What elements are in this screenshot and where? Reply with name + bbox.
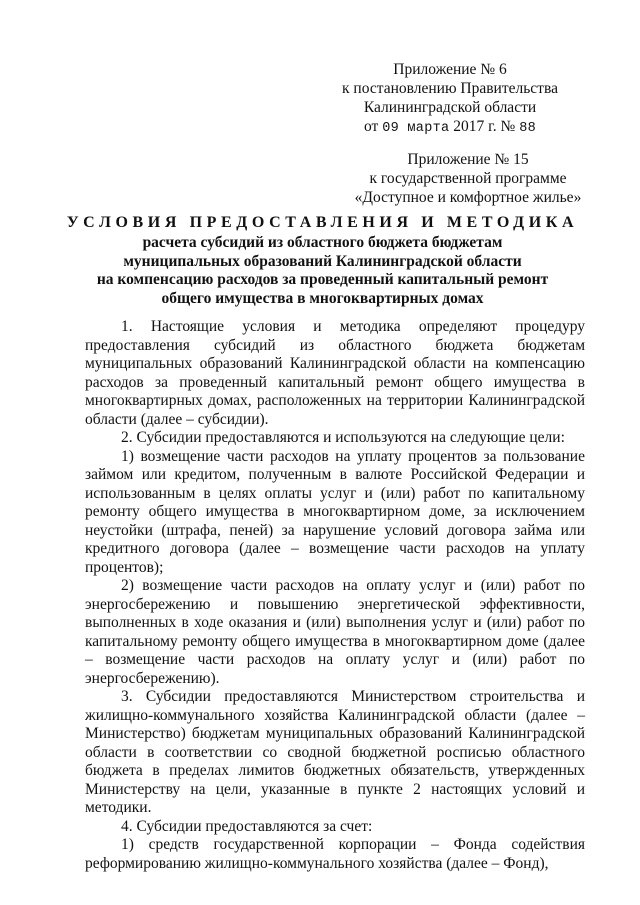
appendix-6-title: Приложение № 6	[393, 61, 507, 78]
appendix-6-header	[340, 60, 560, 138]
year-part: 2017 г. №	[453, 118, 516, 135]
title-subline-3: на компенсацию расходов за проведенный капитальный ремонт	[96, 271, 549, 288]
paragraph-2: 2. Субсидии предоставляются и используются на следующие цели:	[121, 429, 565, 446]
document-body	[85, 318, 585, 873]
date-prefix: от	[363, 118, 379, 135]
appendix-6-region: Калининградской области	[363, 99, 537, 116]
appendix-6-reference: к постановлению Правительства	[342, 80, 558, 97]
decree-number: 88	[519, 121, 536, 136]
document-title	[60, 212, 585, 308]
paragraph-4: 4. Субсидии предоставляются за счет:	[121, 817, 373, 835]
appendix-15-header	[348, 150, 588, 207]
appendix-15-reference: к государственной программе	[369, 170, 567, 187]
paragraph-3: 3. Субсидии предоставляются Министерством строительства и жилищно-коммунального хозяйства Калининградской области (далее – Министерство) бюджетам муниципальных образований Калининградской области в соответствии со сводной бюджетной росписью областного бюджета в пределах лимитов бюджетных обязательств, утвержденных Министерству на цели, указанные в пункте 2 настоящих условий и методики.	[85, 688, 585, 816]
title-subline-1: расчета субсидий из областного бюджета бюджетам	[142, 234, 503, 251]
paragraph-1: 1. Настоящие условия и методика определяют процедуру предоставления субсидий из областного бюджета бюджетам муниципальных образований Калининградской области на компенсацию расходов за проведенный капитальный ремонт общего имущества в многоквартирных домах, расположенных на территории Калининградской области (далее – субсидии).	[85, 318, 585, 428]
paragraph-2-item-1: 1) возмещение части расходов на уплату процентов за пользование займом или кредитом, полученным в валюте Российской Федерации и использованным в целях оплаты услуг и (или) работ по капитальному ремонту общего имущества в многоквартирном доме, за исключением неустойки (штрафа, пеней) за нарушение условий договора займа или кредитного договора (далее – возмещение части расходов на уплату процентов);	[85, 447, 585, 576]
title-main: УСЛОВИЯ ПРЕДОСТАВЛЕНИЯ И МЕТОДИКА	[66, 214, 579, 231]
title-subline-2: муниципальных образований Калининградской области	[123, 252, 522, 270]
appendix-15-program: «Доступное и комфортное жилье»	[354, 189, 582, 206]
paragraph-2-item-2: 2) возмещение части расходов на оплату услуг и (или) работ по энергосбережению и повышению энергетической эффективности, выполненных в ходе оказания и (или) выполнения услуг и (или) работ по капитальному ремонту общего имущества в многоквартирном доме (далее – возмещение части расходов на оплату услуг и (или) работ по энергосбережению).	[85, 577, 585, 687]
paragraph-4-item-1: 1) средств государственной корпорации – Фонда содействия реформированию жилищно-коммунального хозяйства (далее – Фонд),	[85, 836, 585, 872]
appendix-6-date-line	[340, 117, 560, 138]
title-subline-4: общего имущества в многоквартирных домах	[161, 289, 484, 307]
date-value: 09 марта	[382, 121, 450, 136]
appendix-15-title: Приложение № 15	[407, 151, 529, 168]
